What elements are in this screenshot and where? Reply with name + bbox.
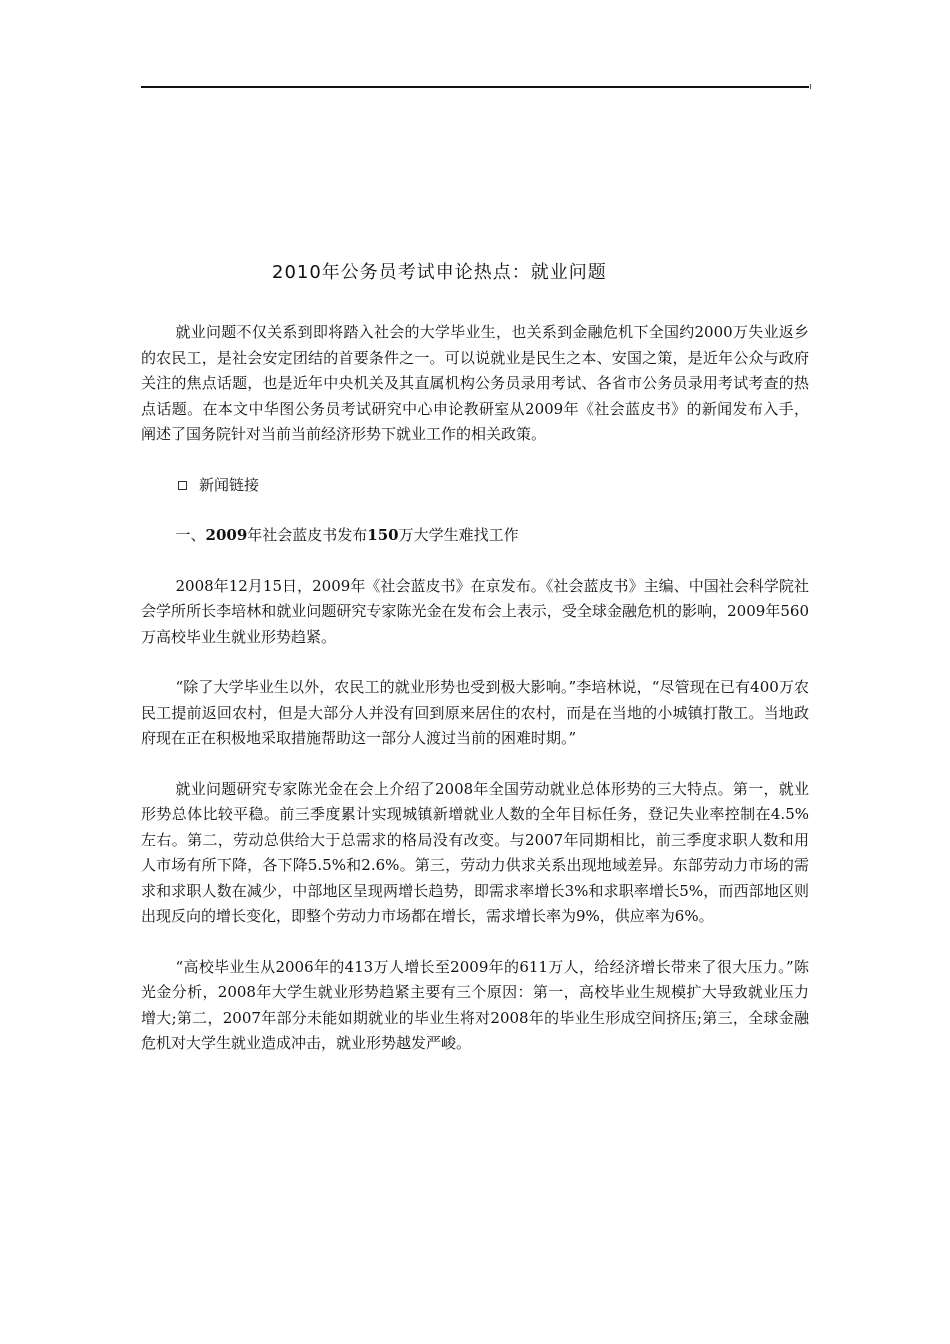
news-headline: [141, 523, 809, 549]
section-label-text: 新闻链接: [199, 475, 260, 494]
headline-suffix: 万大学生难找工作: [398, 526, 519, 544]
header-rule: [141, 86, 809, 88]
news-paragraph: “除了大学毕业生以外，农民工的就业形势也受到极大影响。”李培林说，“尽管现在已有400万农民工提前返回农村，但是大部分人并没有回到原来居住的农村，而是在当地的小城镇打散工。当地政府现在正在积极地采取措施帮助这一部分人渡过当前的困难时期。”: [141, 678, 809, 747]
square-bullet-icon: [178, 481, 187, 490]
news-paragraph: “高校毕业生从2006年的413万人增长至2009年的611万人，给经济增长带来了很大压力。”陈光金分析，2008年大学生就业形势趋紧主要有三个原因：第一，高校毕业生规模扩大导致就业压力增大;第二，2007年部分未能如期就业的毕业生将对2008年的毕业生形成空间挤压;第三，全球金融危机对大学生就业造成冲击，就业形势越发严峻。: [141, 957, 809, 1052]
section-label: [141, 473, 809, 499]
headline-year: 2009: [205, 526, 248, 544]
news-paragraph: 2008年12月15日，2009年《社会蓝皮书》在京发布。《社会蓝皮书》主编、中国社会科学院社会学所所长李培林和就业问题研究专家陈光金在发布会上表示，受全球金融危机的影响，2009年560万高校毕业生就业形势趋紧。: [141, 576, 809, 646]
intro-paragraph: 就业问题不仅关系到即将踏入社会的大学毕业生，也关系到金融危机下全国约2000万失业返乡的农民工，是社会安定团结的首要条件之一。可以说就业是民生之本、安国之策，是近年公众与政府关注的焦点话题，也是近年中央机关及其直属机构公务员录用考试、各省市公务员录用考试考查的热点话题。在本文中华图公务员考试研究中心申论教研室从2009年《社会蓝皮书》的新闻发布入手，阐述了国务院针对当前当前经济形势下就业工作的相关政策。: [141, 323, 809, 443]
header-rule-tick: [810, 84, 811, 89]
document-title: 2010年公务员考试申论热点：就业问题: [272, 262, 607, 283]
headline-mid: 年社会蓝皮书发布: [247, 526, 368, 544]
headline-number: 150: [367, 526, 399, 544]
document-body: [141, 320, 809, 1082]
news-paragraph: 就业问题研究专家陈光金在会上介绍了2008年全国劳动就业总体形势的三大特点。第一，就业形势总体比较平稳。前三季度累计实现城镇新增就业人数的全年目标任务，登记失业率控制在4.5%左右。第二，劳动总供给大于总需求的格局没有改变。与2007年同期相比，前三季度求职人数和用人市场有所下降，各下降5.5%和2.6%。第三，劳动力供求关系出现地域差异。东部劳动力市场的需求和求职人数在减少，中部地区呈现两增长趋势，即需求率增长3%和求职率增长5%，而西部地区则出现反向的增长变化，即整个劳动力市场都在增长，需求增长率为9%，供应率为6%。: [141, 779, 809, 925]
headline-prefix: 一、: [175, 526, 206, 544]
